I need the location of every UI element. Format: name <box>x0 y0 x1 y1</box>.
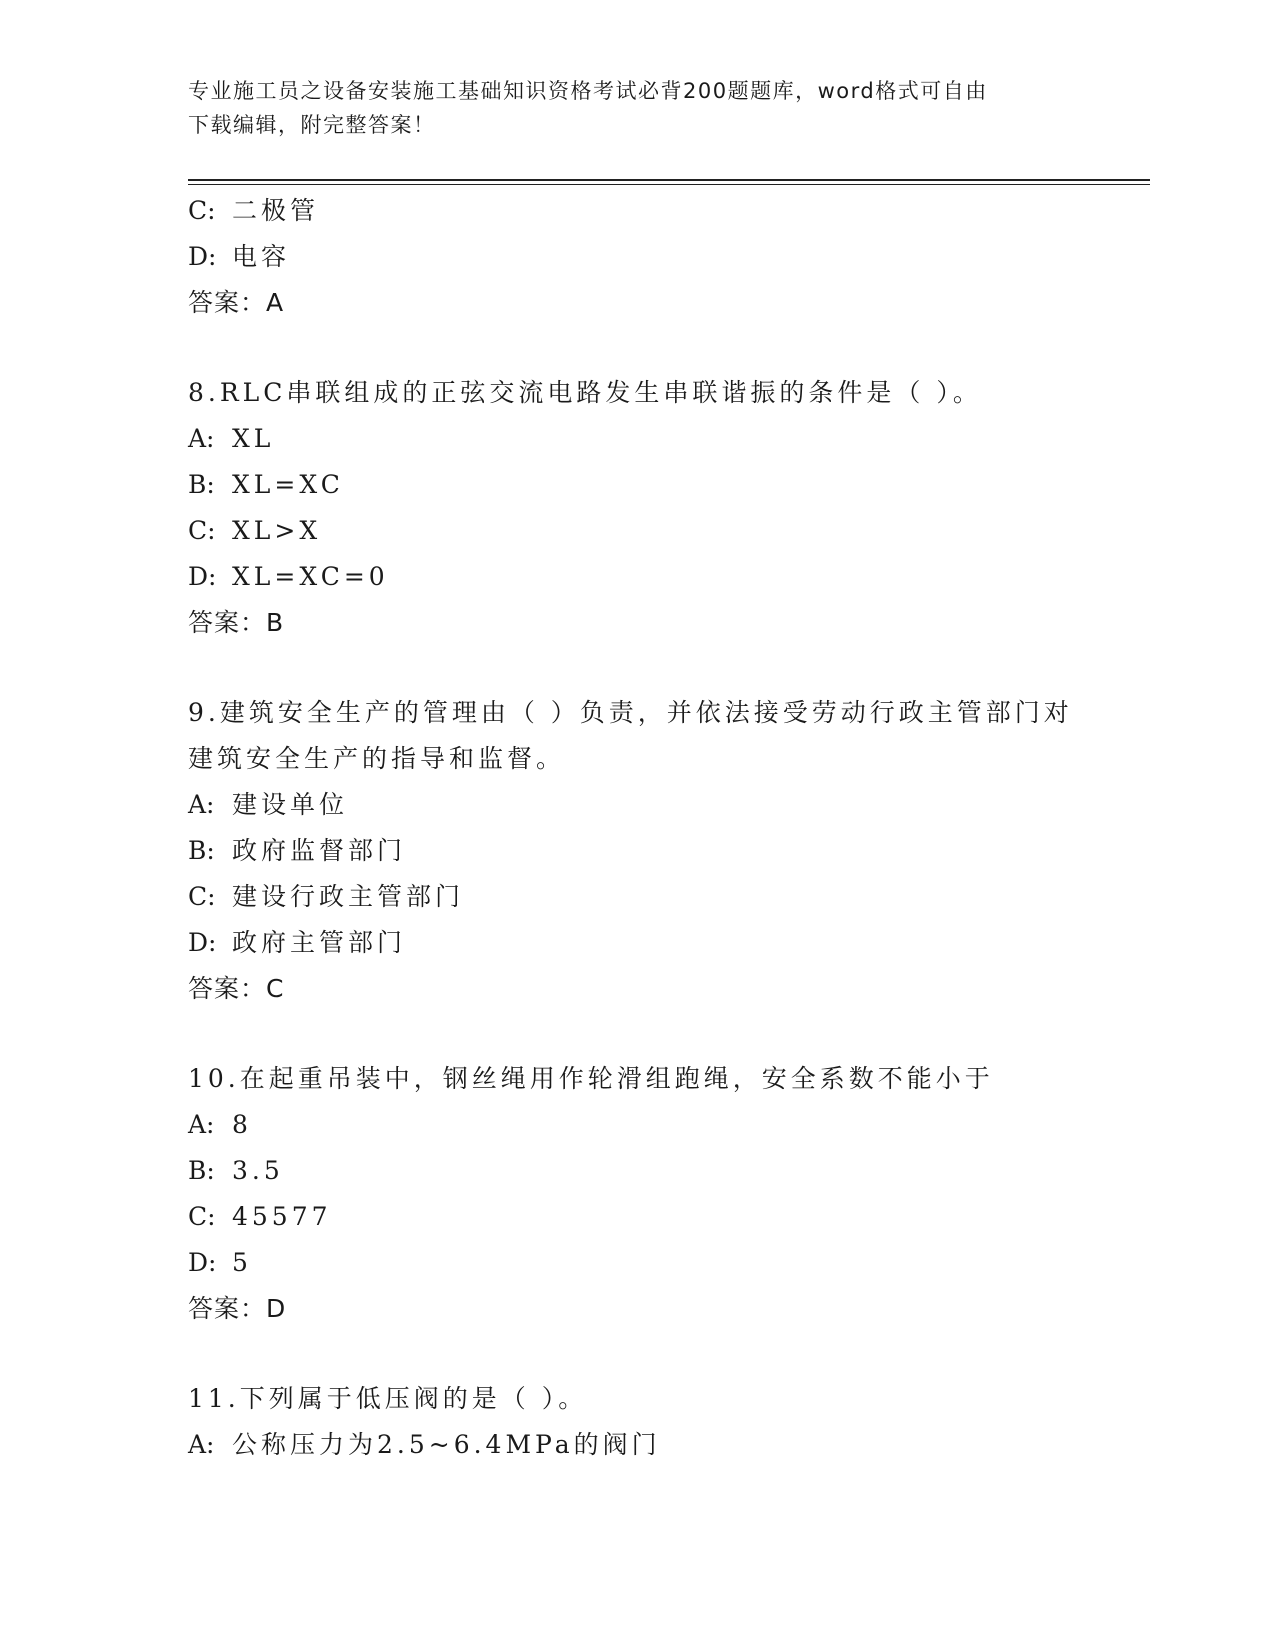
option-text: 政府主管部门 <box>232 928 407 957</box>
block-spacer <box>188 326 1118 370</box>
option-label: A: <box>188 1430 215 1459</box>
option-label: D: <box>188 928 217 957</box>
option-line <box>188 828 1118 874</box>
answer-line: 答案：D <box>188 1294 287 1323</box>
answer-line: 答案：B <box>188 608 285 637</box>
answer-line: 答案：A <box>188 288 285 317</box>
question-text: 8.RLC串联组成的正弦交流电路发生串联谐振的条件是（ ）。 <box>188 378 982 407</box>
block-spacer <box>188 646 1118 690</box>
option-text: 二极管 <box>232 196 320 225</box>
option-text: 政府监督部门 <box>232 836 407 865</box>
header-line-2: 下载编辑，附完整答案！ <box>188 113 436 137</box>
question-text: 9.建筑安全生产的管理由（ ）负责，并依法接受劳动行政主管部门对 <box>188 698 1073 727</box>
option-line <box>188 462 1118 508</box>
option-line <box>188 416 1118 462</box>
header-line-1: 专业施工员之设备安装施工基础知识资格考试必背200题题库，word格式可自由 <box>188 79 988 103</box>
option-text: 电容 <box>232 242 291 271</box>
option-label: B: <box>188 836 215 865</box>
option-text: 公称压力为2.5~6.4MPa的阀门 <box>232 1430 661 1459</box>
option-line <box>188 1194 1118 1240</box>
option-text: 建设行政主管部门 <box>232 882 465 911</box>
option-label: C: <box>188 882 216 911</box>
header-divider-thick <box>188 179 1150 181</box>
option-text: XL=XC <box>232 470 344 499</box>
option-line <box>188 188 1118 234</box>
option-label: C: <box>188 196 216 225</box>
option-label: A: <box>188 1110 215 1139</box>
option-label: A: <box>188 424 215 453</box>
option-text: 5 <box>232 1248 252 1277</box>
option-line <box>188 1102 1118 1148</box>
option-label: D: <box>188 1248 217 1277</box>
option-label: D: <box>188 562 217 591</box>
option-line <box>188 1240 1118 1286</box>
option-label: D: <box>188 242 217 271</box>
block-spacer <box>188 1332 1118 1376</box>
question-text: 11.下列属于低压阀的是（ ）。 <box>188 1384 588 1413</box>
option-line <box>188 782 1118 828</box>
question-text: 10.在起重吊装中，钢丝绳用作轮滑组跑绳，安全系数不能小于 <box>188 1064 994 1093</box>
answer-line: 答案：C <box>188 974 285 1003</box>
option-text: 45577 <box>232 1202 332 1231</box>
option-text: 建设单位 <box>232 790 349 819</box>
option-text: XL <box>232 424 275 453</box>
header-divider-thin <box>188 184 1150 185</box>
block-spacer <box>188 1012 1118 1056</box>
option-line <box>188 874 1118 920</box>
option-text: XL=XC=0 <box>232 562 389 591</box>
question-text: 建筑安全生产的指导和监督。 <box>188 744 566 773</box>
question-content <box>188 188 1118 1468</box>
option-label: C: <box>188 1202 216 1231</box>
option-text: 8 <box>232 1110 252 1139</box>
option-line <box>188 1148 1118 1194</box>
option-label: B: <box>188 1156 215 1185</box>
option-label: B: <box>188 470 215 499</box>
option-text: 3.5 <box>232 1156 284 1185</box>
option-line <box>188 1422 1118 1468</box>
option-line <box>188 234 1118 280</box>
option-line <box>188 920 1118 966</box>
option-line <box>188 554 1118 600</box>
option-text: XL>X <box>232 516 322 545</box>
option-line <box>188 508 1118 554</box>
option-label: A: <box>188 790 215 819</box>
document-header <box>188 74 1068 142</box>
option-label: C: <box>188 516 216 545</box>
